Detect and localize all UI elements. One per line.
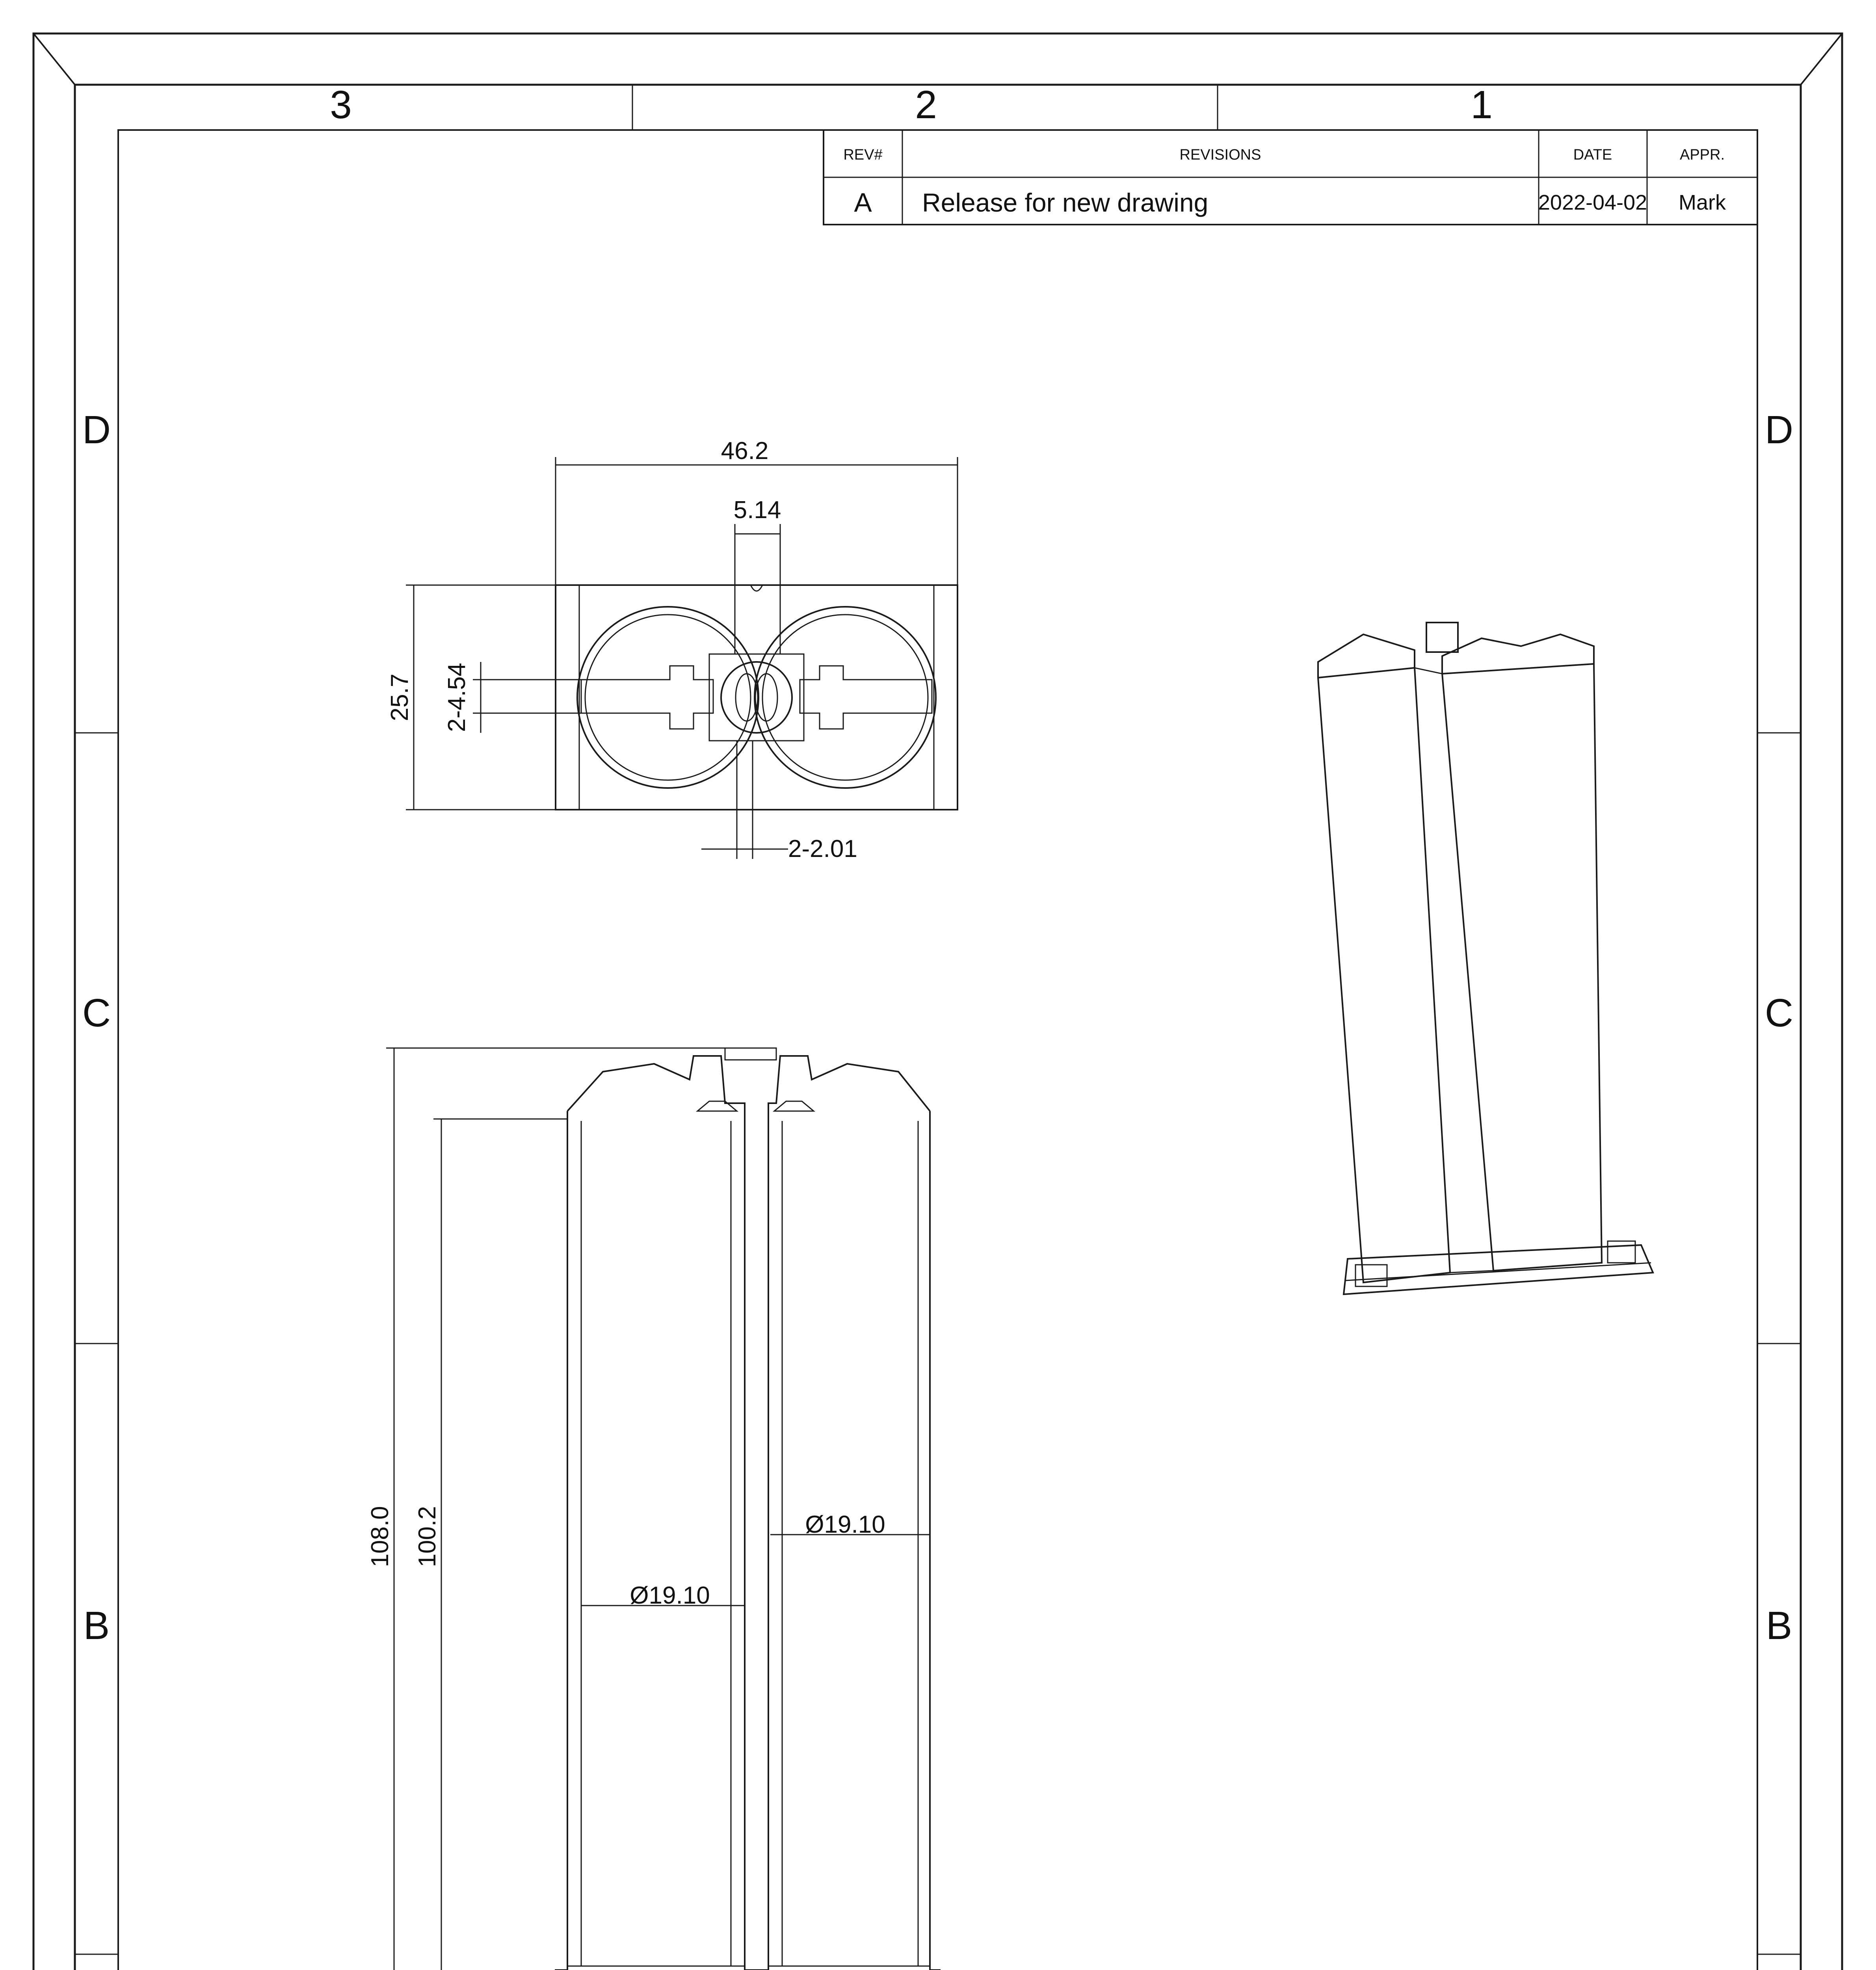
dim-front-total-height: 108.0: [366, 1506, 394, 1567]
dim-diameter-left: Ø19.10: [630, 1582, 710, 1609]
zone-left-d: D: [82, 408, 111, 452]
dim-top-gap: 5.14: [733, 496, 781, 524]
dim-diameter-right: Ø19.10: [805, 1511, 885, 1538]
dim-top-height: 25.7: [386, 673, 413, 721]
rev-header-appr: APPR.: [1679, 147, 1725, 163]
rev-row-appr: Mark: [1679, 191, 1726, 214]
revision-table: [824, 130, 1757, 225]
dim-top-width: 46.2: [721, 437, 769, 465]
rev-row-rev: A: [854, 188, 872, 217]
rev-row-date: 2022-04-02: [1538, 191, 1647, 214]
rev-header-date: DATE: [1573, 147, 1612, 163]
dim-front-body-height: 100.2: [414, 1506, 441, 1567]
front-view-dimensions: [386, 1048, 930, 1970]
zone-left-b: B: [83, 1604, 110, 1648]
rev-header-desc: REVISIONS: [1179, 147, 1261, 163]
dim-top-slot-width: 2-2.01: [788, 835, 857, 862]
sheet-frame: [33, 33, 1842, 1970]
zone-labels: [82, 83, 1793, 1970]
rev-header-rev: REV#: [843, 147, 883, 163]
isometric-view: [1318, 623, 1653, 1294]
dim-top-slot: 2-4.54: [443, 663, 470, 732]
front-view: [556, 1048, 940, 1970]
rev-row-desc: Release for new drawing: [922, 188, 1209, 217]
top-view: [556, 585, 958, 810]
zone-top-2: 2: [915, 83, 937, 127]
zone-top-3: 3: [330, 83, 352, 127]
zone-right-c: C: [1764, 991, 1794, 1035]
zone-right-b: B: [1766, 1604, 1792, 1648]
zone-right-d: D: [1764, 408, 1794, 452]
top-view-dimensions: [406, 457, 958, 859]
zone-left-c: C: [82, 991, 111, 1035]
zone-top-1: 1: [1471, 83, 1493, 127]
